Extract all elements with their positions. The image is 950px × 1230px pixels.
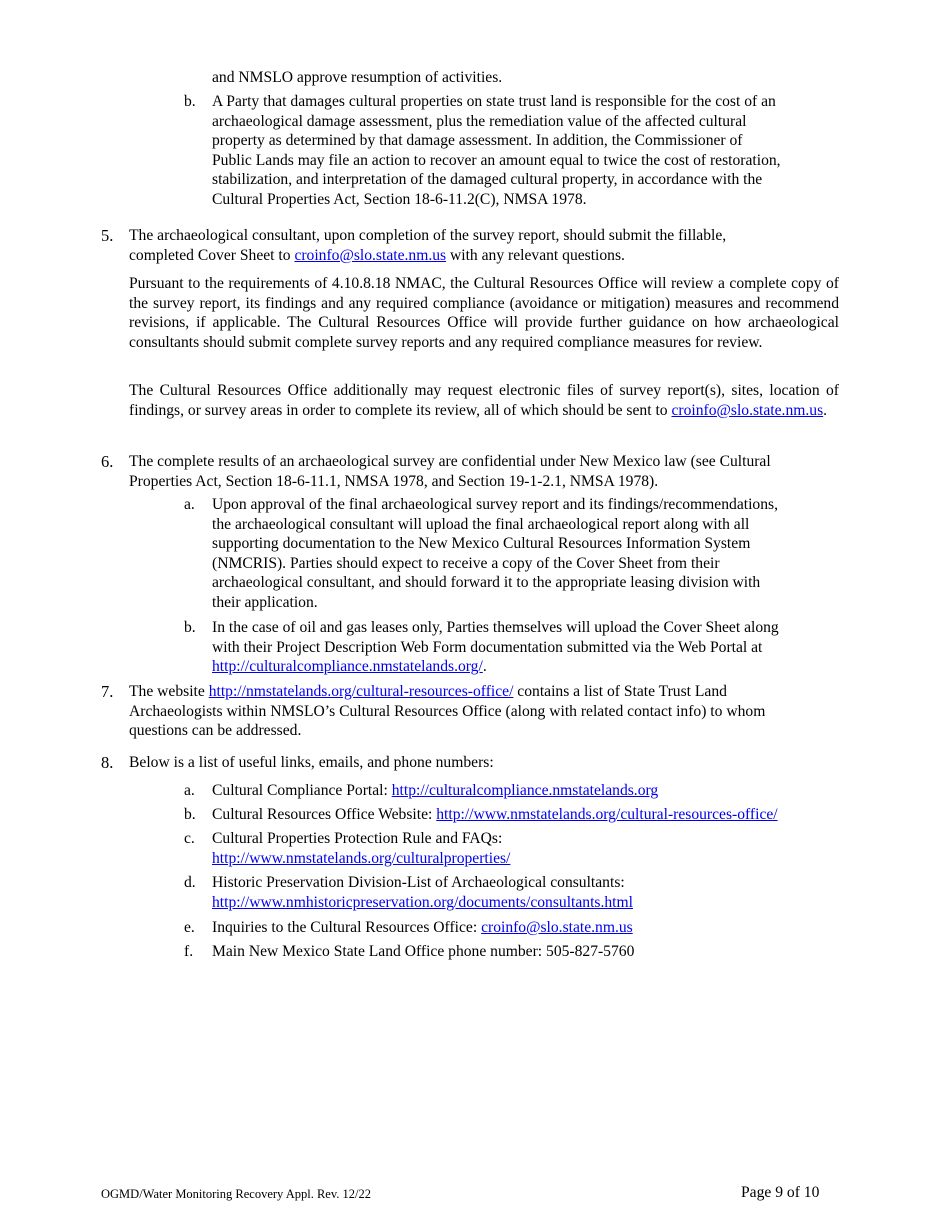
text-fragment: .: [823, 401, 828, 419]
text-fragment: The Cultural Resources Office additionally may request electronic files of survey report(s), sites, location of findings, or survey areas in order to complete its review, all of which should be sent to: [129, 382, 839, 419]
text-fragment: Inquiries to the Cultural Resources Office:: [212, 919, 482, 936]
text-fragment: with any relevant questions.: [446, 246, 625, 264]
item8-b-text: [212, 805, 838, 825]
text-line: The archaeological consultant, upon completion of the survey report, should submit the fillable,: [129, 227, 727, 244]
text-line: Historic Preservation Division-List of Archaeological consultants:: [212, 874, 625, 891]
item4-a-tail: and NMSLO approve resumption of activities.: [212, 69, 503, 86]
text-line: The complete results of an archaeological survey are confidential under New Mexico law (see Cultural: [129, 453, 771, 470]
item6-b-text: [212, 618, 838, 677]
text-line: [212, 657, 838, 677]
text-line: property as determined by that damage assessment. In addition, the Commissioner of: [212, 132, 743, 150]
text-fragment: Cultural Resources Office Website:: [212, 806, 437, 823]
item7-text: [129, 682, 839, 741]
item8-a-letter: a.: [184, 782, 195, 799]
text-line: Properties Act, Section 18-6-11.1, NMSA 1978, and Section 19-1-2.1, NMSA 1978).: [129, 472, 659, 490]
text-line: the archaeological consultant will upload the final archaeological report along with all: [212, 515, 750, 533]
footer-page-number: Page 9 of 10: [741, 1184, 820, 1201]
text-line: [212, 849, 838, 869]
footer-document-id: OGMD/Water Monitoring Recovery Appl. Rev. 12/22: [101, 1187, 372, 1201]
item8-intro: Below is a list of useful links, emails, and phone numbers:: [129, 754, 494, 771]
croinfo-email-link[interactable]: croinfo@slo.state.nm.us: [481, 919, 633, 936]
item8-e-text: [212, 918, 838, 938]
item8-d-text: [212, 873, 838, 912]
item8-f-letter: f.: [184, 943, 194, 960]
item6-b-letter: b.: [184, 619, 196, 636]
item6-a-letter: a.: [184, 496, 195, 513]
text-line: Archaeologists within NMSLO’s Cultural Resources Office (along with related contact info) to whom: [129, 702, 766, 720]
item8-c-letter: c.: [184, 830, 195, 847]
item4-b-letter: b.: [184, 93, 196, 110]
text-line: [129, 246, 839, 266]
consultants-list-link[interactable]: http://www.nmhistoricpreservation.org/documents/consultants.html: [212, 893, 633, 911]
item8-d-letter: d.: [184, 874, 196, 891]
item6-number: 6.: [101, 452, 114, 471]
text-line: In the case of oil and gas leases only, Parties themselves will upload the Cover Sheet along: [212, 619, 779, 636]
text-line: supporting documentation to the New Mexico Cultural Resources Information System: [212, 535, 751, 553]
text-line: Public Lands may file an action to recover an amount equal to twice the cost of restoration,: [212, 151, 781, 169]
cultural-compliance-portal-link[interactable]: http://culturalcompliance.nmstatelands.org/: [212, 658, 483, 676]
text-line: archaeological damage assessment, plus the remediation value of the affected cultural: [212, 112, 747, 130]
cultural-resources-office-website-link[interactable]: http://www.nmstatelands.org/cultural-resources-office/: [436, 806, 778, 823]
text-fragment: The website: [129, 683, 209, 700]
cultural-properties-link[interactable]: http://www.nmstatelands.org/culturalproperties/: [212, 849, 511, 867]
text-line: their application.: [212, 593, 318, 611]
item8-a-text: [212, 781, 838, 801]
text-line: Upon approval of the final archaeological survey report and its findings/recommendations,: [212, 496, 778, 513]
item5-number: 5.: [101, 226, 114, 245]
text-line: [129, 682, 839, 702]
text-fragment: contains a list of State Trust Land: [513, 683, 727, 700]
text-line: stabilization, and interpretation of the damaged cultural property, in accordance with the: [212, 171, 763, 189]
text-line: [212, 893, 838, 913]
cultural-compliance-portal-link[interactable]: http://culturalcompliance.nmstatelands.org: [391, 782, 659, 799]
text-line: with their Project Description Web Form documentation submitted via the Web Portal at: [212, 638, 763, 656]
croinfo-email-link[interactable]: croinfo@slo.state.nm.us: [294, 246, 447, 264]
item8-number: 8.: [101, 753, 114, 772]
text-line: Cultural Properties Protection Rule and FAQs:: [212, 830, 503, 847]
item6-a-text: [212, 495, 838, 613]
item5-electronic-files-paragraph: [129, 381, 839, 420]
item5-text: [129, 226, 839, 265]
item8-c-text: [212, 829, 838, 868]
text-line: (NMCRIS). Parties should expect to receive a copy of the Cover Sheet from their: [212, 554, 720, 572]
text-line: questions can be addressed.: [129, 722, 302, 740]
item5-review-paragraph: Pursuant to the requirements of 4.10.8.18 NMAC, the Cultural Resources Office will review a complete copy of the survey report, its findings and any required compliance (avoidance or mitigation) measures and recommend revisions, if applicable. The Cultural Resources Office will provide further guidance on how archaeological consultants should submit complete survey reports and any required compliance measures for review.: [129, 275, 839, 351]
croinfo-email-link[interactable]: croinfo@slo.state.nm.us: [671, 401, 824, 419]
text-line: Cultural Properties Act, Section 18-6-11.2(C), NMSA 1978.: [212, 190, 587, 208]
text-fragment: Cultural Compliance Portal:: [212, 782, 392, 799]
item8-e-letter: e.: [184, 919, 195, 936]
item8-f-text: Main New Mexico State Land Office phone number: 505-827-5760: [212, 943, 635, 960]
text-fragment: .: [482, 658, 487, 676]
item4-b-text: [212, 92, 838, 210]
item6-text: [129, 452, 839, 491]
text-line: archaeological consultant, and should forward it to the appropriate leasing division with: [212, 574, 761, 592]
text-line: A Party that damages cultural properties on state trust land is responsible for the cost of an: [212, 93, 776, 110]
item8-b-letter: b.: [184, 806, 196, 823]
cultural-resources-office-link[interactable]: http://nmstatelands.org/cultural-resources-office/: [208, 683, 514, 700]
item7-number: 7.: [101, 682, 114, 701]
text-fragment: completed Cover Sheet to: [129, 246, 295, 264]
